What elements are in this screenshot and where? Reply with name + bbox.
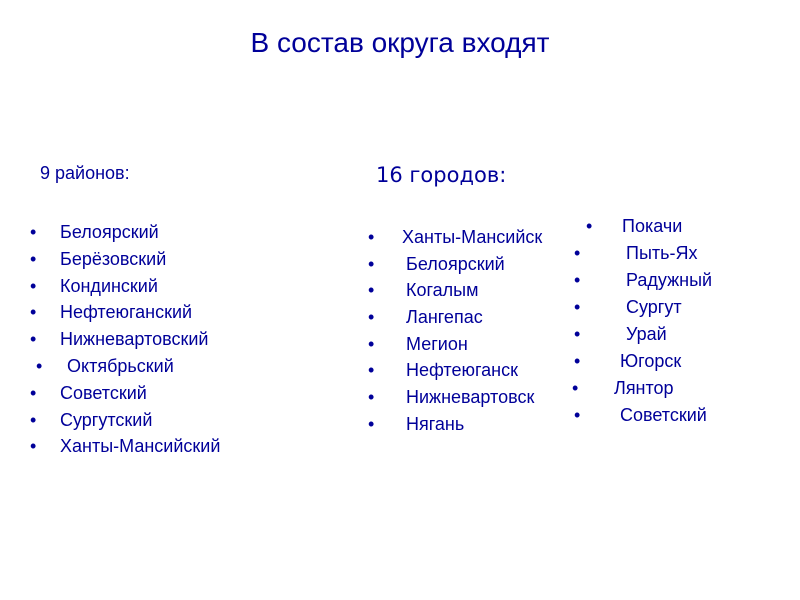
city-item xyxy=(362,331,542,358)
bullet-icon: • xyxy=(30,436,37,457)
bullet-icon: • xyxy=(368,333,375,354)
city-item xyxy=(362,251,542,278)
bullet-icon: • xyxy=(574,351,581,371)
city-label: Советский xyxy=(620,405,707,425)
district-item xyxy=(24,246,220,273)
bullet-icon: • xyxy=(368,253,375,274)
city-item xyxy=(572,375,712,402)
bullet-icon: • xyxy=(572,378,579,398)
city-label: Лангепас xyxy=(406,307,483,328)
bullet-icon: • xyxy=(30,248,37,269)
bullet-icon: • xyxy=(368,413,375,434)
district-item xyxy=(24,273,220,300)
city-label: Нягань xyxy=(406,413,465,434)
district-label: Октябрьский xyxy=(67,355,174,376)
bullet-icon: • xyxy=(30,302,37,323)
bullet-icon: • xyxy=(30,275,37,296)
bullet-icon: • xyxy=(368,387,375,408)
district-label: Нижневартовский xyxy=(60,329,209,350)
district-label: Кондинский xyxy=(60,275,158,296)
cities-list-column-1 xyxy=(362,224,542,438)
city-label: Ханты-Мансийск xyxy=(402,227,543,247)
bullet-icon: • xyxy=(368,227,375,247)
bullet-icon: • xyxy=(368,360,375,381)
district-item xyxy=(24,353,220,380)
district-item xyxy=(24,380,220,407)
city-label: Мегион xyxy=(406,333,468,354)
city-item xyxy=(572,240,712,267)
city-item xyxy=(572,348,712,375)
district-item xyxy=(24,433,220,460)
cities-heading: 16 городов: xyxy=(376,163,507,187)
district-item xyxy=(24,219,220,246)
slide-title: В состав округа входят xyxy=(250,27,550,58)
bullet-icon: • xyxy=(574,324,581,344)
bullet-icon: • xyxy=(30,222,37,242)
bullet-icon: • xyxy=(574,297,581,317)
city-item xyxy=(572,213,712,240)
bullet-icon: • xyxy=(574,270,581,290)
bullet-icon: • xyxy=(574,405,581,425)
bullet-icon: • xyxy=(30,329,37,350)
city-item xyxy=(362,384,542,411)
district-label: Ханты-Мансийский xyxy=(60,436,221,457)
district-item xyxy=(24,407,220,434)
bullet-icon: • xyxy=(36,355,43,376)
city-item xyxy=(572,321,712,348)
city-item xyxy=(362,357,542,384)
district-label: Берёзовский xyxy=(60,248,167,269)
bullet-icon: • xyxy=(30,409,37,430)
city-label: Пыть-Ях xyxy=(626,243,698,263)
cities-list-column-2 xyxy=(572,213,712,429)
city-item xyxy=(572,267,712,294)
district-label: Белоярский xyxy=(60,222,159,242)
district-label: Сургутский xyxy=(60,409,153,430)
district-item xyxy=(24,326,220,353)
district-label: Нефтеюганский xyxy=(60,302,193,323)
city-label: Нефтеюганск xyxy=(406,360,518,381)
city-item xyxy=(572,402,712,429)
city-label: Нижневартовск xyxy=(406,387,535,408)
districts-list xyxy=(24,219,220,460)
bullet-icon: • xyxy=(368,307,375,328)
city-label: Белоярский xyxy=(406,253,505,274)
city-item xyxy=(362,224,542,251)
city-item xyxy=(362,304,542,331)
city-item xyxy=(362,277,542,304)
city-label: Радужный xyxy=(626,270,713,290)
districts-heading: 9 районов: xyxy=(40,163,130,183)
bullet-icon: • xyxy=(574,243,581,263)
bullet-icon: • xyxy=(586,216,593,236)
district-item xyxy=(24,299,220,326)
city-label: Покачи xyxy=(622,216,683,236)
city-label: Сургут xyxy=(626,297,682,317)
district-label: Советский xyxy=(60,382,147,403)
bullet-icon: • xyxy=(30,382,37,403)
city-label: Урай xyxy=(626,324,667,344)
bullet-icon: • xyxy=(368,280,375,301)
city-label: Когалым xyxy=(406,280,479,301)
city-item xyxy=(572,294,712,321)
city-label: Югорск xyxy=(620,351,682,371)
city-label: Лянтор xyxy=(614,378,674,398)
city-item xyxy=(362,411,542,438)
